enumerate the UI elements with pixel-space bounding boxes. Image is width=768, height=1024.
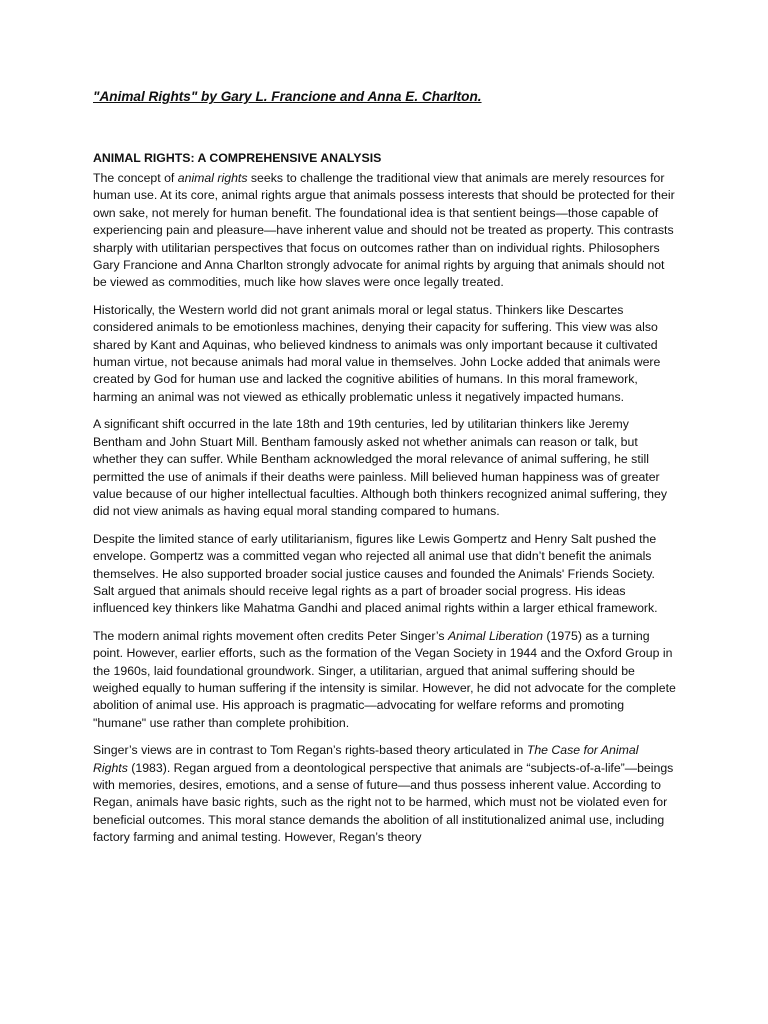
paragraph-5-emphasis: Animal Liberation [447,628,543,643]
paragraph-5-text-a: The modern animal rights movement often credits Peter Singer’s [93,628,448,643]
paragraph-3: A significant shift occurred in the late 18th and 19th centuries, led by utilitarian thinkers like Jeremy Bentham and John Stuart Mill. Bentham famously asked not whether animals can reason or talk, but whether they can suffer. While Bentham acknowledged the moral relevance of animal suffering, he still permitted the use of animals if their deaths were painless. Mill believed human happiness was of greater value because of our higher intellectual faculties. Although both thinkers recognized animal suffering, they did not view animals as having equal moral standing compared to humans. [93,417,667,519]
paragraph-6-text-b: (1983). Regan argued from a deontological perspective that animals are “subjects-of-a-life”—beings with memories, desires, emotions, and a sense of future—and thus possess inherent value. According to Regan, animals have basic rights, such as the right not to be harmed, which must not be violated even for beneficial outcomes. This moral stance demands the abolition of all institutionalized animal use, including factory farming and animal testing. However, Regan’s theory [93,760,674,845]
paragraph-1-text-a: The concept of [93,171,178,185]
paragraph-1-emphasis: animal rights [177,171,248,185]
document-title: "Animal Rights" by Gary L. Francione and Anna E. Charlton. [93,89,482,104]
paragraph-1 [93,170,676,292]
section-heading: ANIMAL RIGHTS: A COMPREHENSIVE ANALYSIS [93,151,382,165]
paragraph-4: Despite the limited stance of early utilitarianism, figures like Lewis Gompertz and Henry Salt pushed the envelope. Gompertz was a committed vegan who rejected all animal use that didn’t benefit the animals themselves. He also supported broader social justice causes and founded the Animals' Friends Society. Salt argued that animals should receive legal rights as a part of broader social progress. His ideas influenced key thinkers like Mahatma Gandhi and placed animal rights within a larger ethical framework. [93,531,658,616]
paragraph-5-text-b: (1975) as a turning point. However, earlier efforts, such as the formation of the Vegan Society in 1944 and the Oxford Group in the 1960s, laid foundational groundwork. Singer, a utilitarian, argued that animal suffering should be weighed equally to human suffering if the intensity is similar. However, he did not advocate for the complete abolition of animal use. His approach is pragmatic—advocating for welfare reforms and promoting "humane" use rather than complete prohibition. [93,628,676,730]
paragraph-1-text-b: seeks to challenge the traditional view that animals are merely resources for human use. At its core, animal rights argue that animals possess interests that should be protected for their own sake, not merely for human benefit. The foundational idea is that sentient beings—those capable of experiencing pain and pleasure—have inherent value and should not be treated as property. This contrasts sharply with utilitarian perspectives that focus on outcomes rather than on individual rights. Philosophers Gary Francione and Anna Charlton strongly advocate for animal rights by arguing that animals should not be viewed as commodities, much like how slaves were once legally treated. [93,171,675,290]
paragraph-6-text-a: Singer’s views are in contrast to Tom Regan’s rights-based theory articulated in [93,743,527,758]
paragraph-2: Historically, the Western world did not grant animals moral or legal status. Thinkers like Descartes considered animals to be emotionless machines, denying their capacity for suffering. This view was also shared by Kant and Aquinas, who believed kindness to animals was only important because it cultivated human virtue, not because animals had moral value in themselves. John Locke added that animals were created by God for human use and lacked the cognitive abilities of humans. In this moral framework, harming an animal was not viewed as ethically problematic unless it negatively impacted humans. [93,302,661,404]
paragraph-5 [93,628,676,732]
paragraph-6 [93,742,676,846]
paragraph-6-emphasis: The Case for Animal Rights [93,743,639,775]
